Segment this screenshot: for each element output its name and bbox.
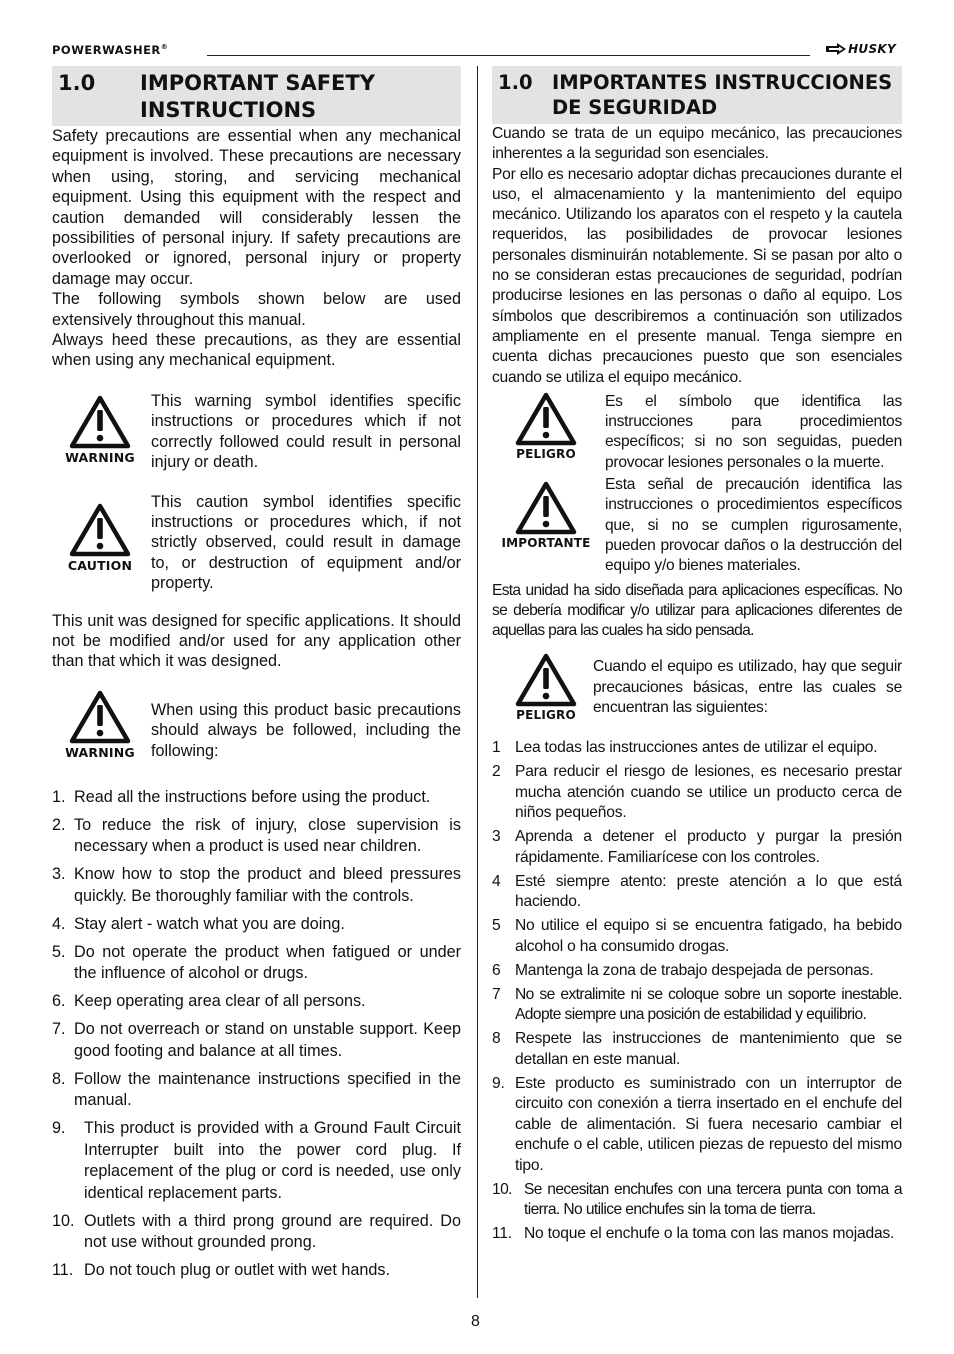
list-item-number: 8 <box>492 1030 501 1048</box>
list-item-text: Do not touch plug or outlet with wet hands. <box>84 1261 390 1280</box>
peligro2-triangle-icon <box>515 653 577 707</box>
list-item <box>52 991 461 1013</box>
list-item-number: 3. <box>52 865 66 884</box>
list-item-number: 10. <box>52 1211 75 1230</box>
list-item <box>52 942 461 985</box>
intro-paragraph-2: The following symbols shown below are used extensively throughout this manual. <box>52 290 461 329</box>
list-item-text: Stay alert - watch what you are doing. <box>74 914 345 933</box>
column-divider <box>477 66 478 1298</box>
list-item <box>492 738 902 759</box>
warning-symbol <box>52 395 148 465</box>
list-item <box>492 1074 902 1177</box>
list-item <box>492 916 902 957</box>
caution-triangle-icon <box>69 503 131 557</box>
caution-symbol <box>52 503 148 573</box>
list-item-text: Respete las instrucciones de mantenimiento que se detallan en este manual. <box>515 1030 902 1068</box>
list-item-number: 7 <box>492 985 501 1003</box>
list-item-text: Do not overreach or stand on unstable support. Keep good footing and balance at all times. <box>74 1020 461 1060</box>
peligro2-symbol-block <box>492 657 902 723</box>
husky-arrow-icon <box>826 43 846 55</box>
list-item-text: Do not operate the product when fatigued or under the influence of alcohol or drugs. <box>74 942 461 983</box>
english-column <box>52 66 461 1288</box>
list-item-number: 2 <box>492 763 501 781</box>
peligro2-description: Cuando el equipo es utilizado, hay que seguir precauciones básicas, entre las cuales se encuentran las siguientes: <box>593 658 902 717</box>
list-item-text: Follow the maintenance instructions specified in the manual. <box>74 1069 461 1110</box>
list-item <box>52 1260 461 1282</box>
list-item <box>492 872 902 913</box>
registered-mark: ® <box>160 43 169 52</box>
list-item <box>52 1019 461 1062</box>
warning2-triangle-icon <box>69 690 131 744</box>
list-item-number: 7. <box>52 1020 66 1039</box>
warning-symbol-block <box>52 391 461 473</box>
list-item-text: Keep operating area clear of all persons. <box>74 992 366 1011</box>
list-item <box>52 1211 461 1254</box>
intro-paragraph-3: Always heed these precautions, as they are essential when using any mechanical equipment. <box>52 331 461 370</box>
list-item-text: Read all the instructions before using the product. <box>74 787 431 806</box>
husky-logo <box>826 42 896 56</box>
importante-label: IMPORTANTE <box>501 536 591 551</box>
list-item-number: 1 <box>492 739 501 757</box>
title-line-1: IMPORTANTES INSTRUCCIONES <box>552 71 893 94</box>
list-item <box>492 1180 902 1221</box>
list-item-text: Lea todas las instrucciones antes de utilizar el equipo. <box>515 739 878 757</box>
list-item-text: Outlets with a third prong ground are required. Do not use without grounded prong. <box>84 1211 461 1252</box>
list-item <box>52 1069 461 1112</box>
list-item-text: Know how to stop the product and bleed pressures quickly. Be thoroughly familiar with the controls. <box>74 865 461 905</box>
design-note: Esta unidad ha sido diseñada para aplicaciones específicas. No se debería modificar y/o utilizar para aplicaciones diferentes de aquellas para las cuales ha sido pensada. <box>492 581 902 640</box>
peligro-symbol-block <box>492 392 902 473</box>
list-item-text: No utilice el equipo si se encuentra fatigado, ha bebido alcohol o ha consumido drogas. <box>515 917 902 955</box>
caution-label: CAUTION <box>67 557 133 573</box>
list-item-text: Este producto es suministrado con un interruptor de circuito con conexión a tierra insertado en el enchufe del cable de alimentación. Si fuera necesario cambiar el enchufe o el cable, utilicen piezas de repuesto del mismo tipo. <box>515 1074 902 1174</box>
list-item-text: Mantenga la zona de trabajo despejada de personas. <box>515 961 874 979</box>
list-item-text: Se necesitan enchufes con una tercera punta con toma a tierra. No utilice enchufes sin la toma de tierra. <box>524 1180 902 1219</box>
list-item-number: 3 <box>492 828 501 846</box>
list-item-number: 11. <box>52 1261 74 1280</box>
caution-description: This caution symbol identifies specific instructions or procedures which, if not strictly observed, could result in damage to, or destruction of equipment and/or property. <box>151 492 461 593</box>
list-item-text: To reduce the risk of injury, close supervision is necessary when a product is used near children. <box>74 815 461 856</box>
peligro-symbol <box>492 392 600 461</box>
warning-label: WARNING <box>65 449 135 465</box>
page-number: 8 <box>471 1313 480 1330</box>
list-item <box>492 1224 902 1245</box>
list-item-text: Para reducir el riesgo de lesiones, es necesario prestar mucha atención cuando se utilice un producto cerca de niños pequeños. <box>515 763 902 822</box>
list-item-number: 1. <box>52 787 66 806</box>
importante-symbol <box>492 481 600 550</box>
section-number: 1.0 <box>58 71 96 95</box>
list-item <box>492 1029 902 1070</box>
intro-paragraph-2: Por ello es necesario adoptar dichas precauciones durante el uso, el almacenamiento y la mantenimiento del equipo mecánico. Utilizando los aparatos con el respeto y la cautela requeridos, las posibilidades de provocar lesiones personales disminuirán notablemente. Si se pasan por alto o no se consideran estas precauciones de seguridad, podrían producirse lesiones en las personas o daño al equipo. Los símbolos que describiremos a continuación son utilizados ampliamente en el presente manual. Tenga siempre en cuenta dichas precauciones puesto que son esenciales cuando se utiliza el equipo mecánico. <box>492 165 902 386</box>
warning-triangle-icon <box>69 395 131 449</box>
list-item <box>52 787 461 809</box>
list-item-number: 11. <box>492 1225 512 1243</box>
english-safety-list <box>52 787 461 1282</box>
peligro2-label: PELIGRO <box>516 708 576 723</box>
list-item <box>492 961 902 982</box>
list-item-number: 6 <box>492 961 501 979</box>
title-line-2: INSTRUCTIONS <box>140 98 317 122</box>
list-item <box>52 914 461 936</box>
list-item <box>52 864 461 907</box>
list-item-number: 5. <box>52 942 66 961</box>
powerwasher-brand <box>52 43 168 57</box>
importante-triangle-icon <box>515 481 577 535</box>
list-item-number: 8. <box>52 1069 66 1088</box>
importante-description: Esta señal de precaución identifica las instrucciones o procedimientos específicos que, si no se cumplen rigurosamente, pueden provocar daños o la destrucción del equipo y/o bienes materiales. <box>605 476 902 575</box>
peligro-label: PELIGRO <box>516 446 576 461</box>
list-item-number: 9. <box>52 1119 66 1138</box>
list-item <box>492 827 902 868</box>
spanish-safety-list <box>492 738 902 1245</box>
list-item <box>492 985 902 1026</box>
english-section-title <box>52 66 461 126</box>
warning-description: This warning symbol identifies specific instructions or procedures which if not correctly followed could result in personal injury or death. <box>151 391 461 472</box>
warning2-symbol <box>52 690 148 760</box>
intro-paragraph-1: Safety precautions are essential when any mechanical equipment is involved. These precautions are necessary when using, storing, and servicing mechanical equipment. Using this equipment with the respect and caution demanded will considerably lessen the possibilities of personal injury. If safety precautions are overlooked or ignored, personal injury or property damage may occur. <box>52 127 461 288</box>
list-item-text: Esté siempre atento: preste atención a lo que está haciendo. <box>515 872 902 911</box>
intro-paragraph-1: Cuando se trata de un equipo mecánico, las precauciones inherentes a la seguridad son esenciales. <box>492 125 902 163</box>
title-line-2: DE SEGURIDAD <box>552 96 718 119</box>
section-number: 1.0 <box>498 71 533 94</box>
warning2-description: When using this product basic precautions should always be followed, including the following: <box>151 700 461 760</box>
list-item <box>492 762 902 824</box>
list-item-number: 5 <box>492 917 501 935</box>
list-item-text: Aprenda a detener el producto y purgar la presión rápidamente. Familiarícese con los controles. <box>515 828 902 866</box>
page-header <box>52 40 898 62</box>
list-item-number: 10. <box>492 1180 512 1198</box>
husky-logo-text: HUSKY <box>848 42 896 56</box>
peligro-triangle-icon <box>515 392 577 446</box>
list-item-text: This product is provided with a Ground Fault Circuit Interrupter built into the power cord plug. If replacement of the plug or cord is needed, use only identical replacement parts. <box>84 1119 461 1202</box>
warning2-label: WARNING <box>65 744 135 760</box>
list-item <box>52 815 461 858</box>
list-item <box>52 1118 461 1204</box>
list-item-number: 4 <box>492 872 501 890</box>
peligro2-symbol <box>492 653 600 722</box>
warning2-symbol-block <box>52 700 461 761</box>
list-item-number: 6. <box>52 992 66 1011</box>
title-line-1: IMPORTANT SAFETY <box>140 71 375 95</box>
importante-symbol-block <box>492 475 902 576</box>
header-rule <box>207 55 810 56</box>
list-item-text: No toque el enchufe o la toma con las manos mojadas. <box>524 1225 895 1243</box>
caution-symbol-block <box>52 492 461 594</box>
spanish-section-title <box>492 66 902 124</box>
design-note: This unit was designed for specific applications. It should not be modified and/or used for any application other than that which it was designed. <box>52 611 461 671</box>
list-item-text: No se extralimite ni se coloque sobre un soporte inestable. Adopte siempre una posición de estabilidad y equilibrio. <box>515 985 902 1024</box>
powerwasher-brand-text: POWERWASHER <box>52 43 161 57</box>
list-item-number: 9. <box>492 1074 505 1092</box>
spanish-column <box>492 66 902 1248</box>
peligro-description: Es el símbolo que identifica las instrucciones para procedimientos específicos; si no son seguidas, pueden provocar lesiones personales o la muerte. <box>605 392 902 471</box>
list-item-number: 2. <box>52 815 66 834</box>
list-item-number: 4. <box>52 914 66 933</box>
